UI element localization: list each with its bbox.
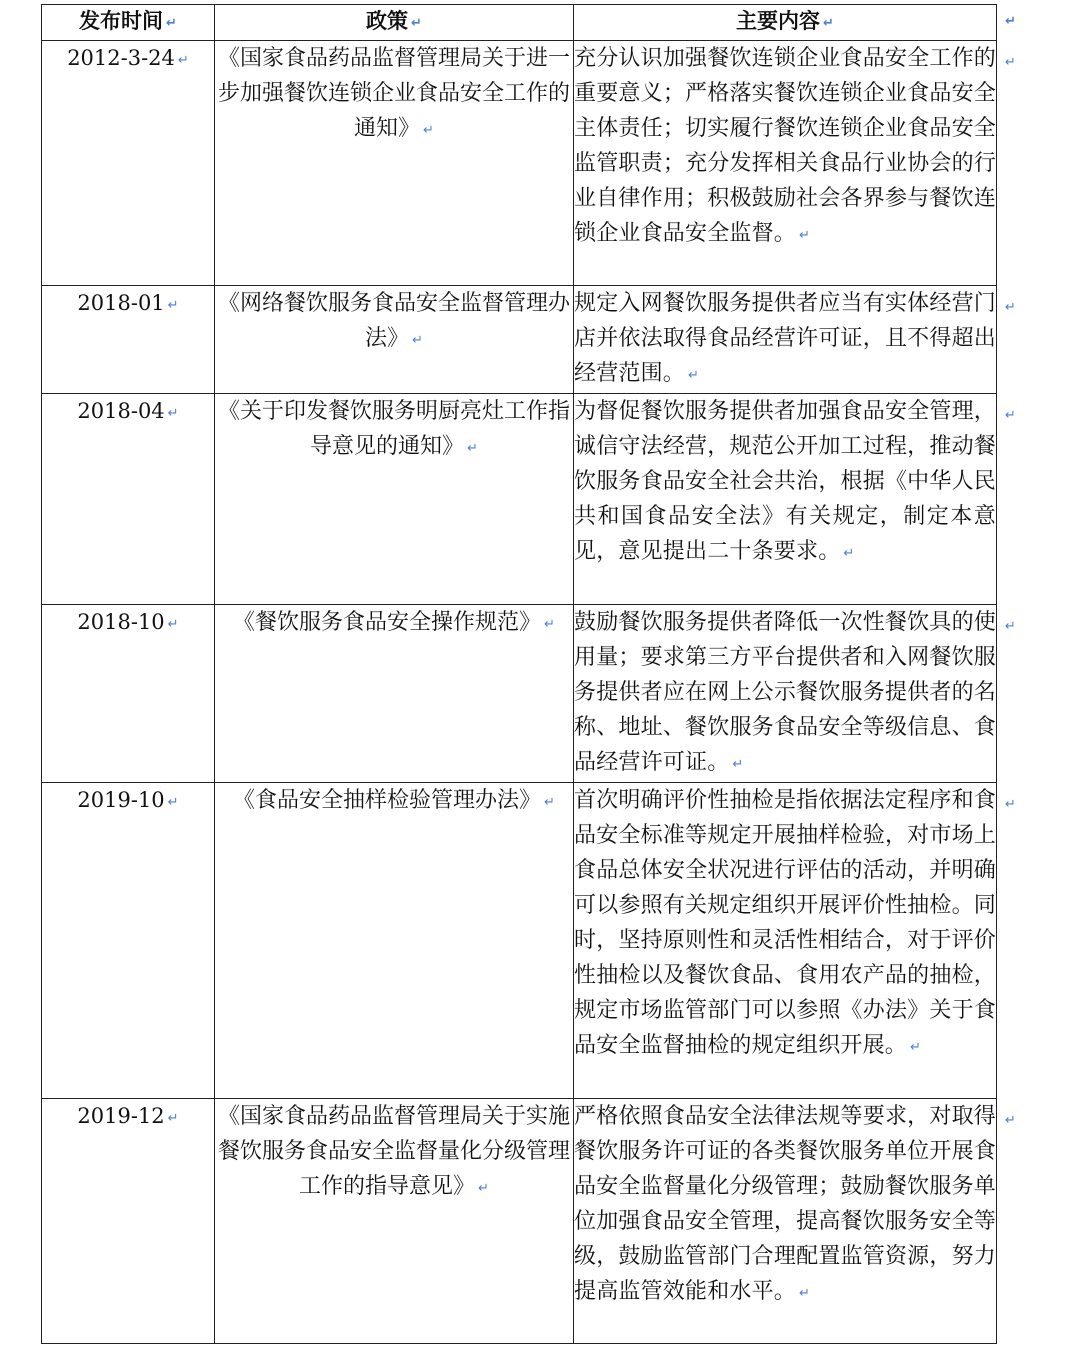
table-row	[42, 394, 997, 605]
paragraph-mark-icon: ↵	[166, 16, 177, 31]
policy-cell	[215, 394, 574, 605]
content-cell	[574, 605, 1016, 783]
paragraph-mark-icon: ↵	[167, 406, 179, 421]
header-date	[42, 5, 215, 41]
header-date-label: 发布时间	[79, 9, 164, 33]
content-text: 规定入网餐饮服务提供者应当有实体经营门店并依法取得食品经营许可证，且不得超出经营范围。	[574, 291, 996, 386]
policy-text: 《食品安全抽样检验管理办法》	[233, 788, 542, 813]
date-cell	[42, 1099, 215, 1344]
content-cell	[574, 783, 1016, 1099]
paragraph-mark-icon: ↵	[799, 1286, 811, 1301]
table-row	[42, 286, 997, 394]
paragraph-mark-icon: ↵	[544, 617, 555, 632]
paragraph-mark-icon: ↵	[411, 16, 422, 31]
paragraph-mark-icon: ↵	[167, 1111, 179, 1126]
policy-cell	[215, 41, 574, 286]
paragraph-mark-icon: ↵	[478, 1181, 489, 1196]
date-cell	[42, 394, 215, 605]
row-end-mark-icon: ↵	[1004, 55, 1016, 70]
policy-table	[41, 4, 1016, 1344]
date-cell	[42, 783, 215, 1099]
paragraph-mark-icon: ↵	[167, 795, 179, 810]
date-cell	[42, 286, 215, 394]
content-text: 为督促餐饮服务提供者加强食品安全管理，诚信守法经营，规范公开加工过程，推动餐饮服务食品安全社会共治，根据《中华人民共和国食品安全法》有关规定，制定本意见，意见提出二十条要求。	[574, 399, 996, 564]
date-text: 2018-01	[77, 291, 165, 315]
paragraph-mark-icon: ↵	[412, 333, 423, 348]
policy-cell	[215, 783, 574, 1099]
policy-text: 《国家食品药品监督管理局关于实施餐饮服务食品安全监督量化分级管理工作的指导意见》	[217, 1104, 570, 1199]
date-text: 2019-12	[77, 1104, 165, 1128]
paragraph-mark-icon: ↵	[843, 546, 855, 561]
paragraph-mark-icon: ↵	[732, 757, 744, 772]
table-row	[42, 783, 997, 1099]
date-cell	[42, 41, 215, 286]
date-text: 2012-3-24	[67, 46, 175, 70]
table-row	[42, 41, 997, 286]
policy-cell	[215, 286, 574, 394]
table-row	[42, 605, 997, 783]
policy-text: 《国家食品药品监督管理局关于进一步加强餐饮连锁企业食品安全工作的通知》	[217, 46, 570, 141]
content-text: 首次明确评价性抽检是指依据法定程序和食品安全标准等规定开展抽样检验，对市场上食品总体安全状况进行评估的活动，并明确可以参照有关规定组织开展评价性抽检。同时，坚持原则性和灵活性相结合，对于评价性抽检以及餐饮食品、食用农产品的抽检，规定市场监管部门可以参照《办法》关于食品安全监督抽检的规定组织开展。	[574, 788, 996, 1058]
paragraph-mark-icon: ↵	[177, 53, 189, 68]
paragraph-mark-icon: ↵	[823, 16, 834, 31]
date-text: 2018-10	[77, 610, 165, 634]
header-content-label: 主要内容	[736, 9, 821, 33]
header-policy	[215, 5, 574, 41]
paragraph-mark-icon: ↵	[688, 368, 700, 383]
row-end-mark-icon: ↵	[1004, 408, 1016, 423]
content-text: 严格依照食品安全法律法规等要求，对取得餐饮服务许可证的各类餐饮服务单位开展食品安全监督量化分级管理；鼓励餐饮服务单位加强食品安全管理，提高餐饮服务安全等级，鼓励监管部门合理配置监管资源，努力提高监管效能和水平。	[574, 1104, 996, 1304]
header-row	[42, 5, 997, 41]
paragraph-mark-icon: ↵	[544, 795, 555, 810]
date-text: 2019-10	[77, 788, 165, 812]
paragraph-mark-icon: ↵	[799, 228, 811, 243]
row-end-mark-icon: ↵	[1004, 1113, 1016, 1128]
content-text: 充分认识加强餐饮连锁企业食品安全工作的重要意义；严格落实餐饮连锁企业食品安全主体责任；切实履行餐饮连锁企业食品安全监管职责；充分发挥相关食品行业协会的行业自律作用；积极鼓励社会各界参与餐饮连锁企业食品安全监督。	[574, 46, 996, 246]
paragraph-mark-icon: ↵	[467, 441, 478, 456]
policy-text: 《网络餐饮服务食品安全监督管理办法》	[217, 291, 570, 351]
header-content	[574, 5, 1016, 41]
row-end-mark-icon: ↵	[1005, 14, 1016, 29]
content-cell	[574, 394, 1016, 605]
row-end-mark-icon: ↵	[1004, 619, 1016, 634]
content-text: 鼓励餐饮服务提供者降低一次性餐饮具的使用量；要求第三方平台提供者和入网餐饮服务提供者应在网上公示餐饮服务提供者的名称、地址、餐饮服务食品安全等级信息、食品经营许可证。	[574, 610, 996, 775]
policy-text: 《关于印发餐饮服务明厨亮灶工作指导意见的通知》	[217, 399, 570, 459]
row-end-mark-icon: ↵	[1004, 300, 1016, 315]
paragraph-mark-icon: ↵	[167, 298, 179, 313]
paragraph-mark-icon: ↵	[423, 123, 434, 138]
header-policy-label: 政策	[366, 9, 409, 33]
date-text: 2018-04	[77, 399, 165, 423]
content-cell	[574, 41, 1016, 286]
content-cell	[574, 286, 1016, 394]
paragraph-mark-icon: ↵	[910, 1040, 922, 1055]
row-end-mark-icon: ↵	[1004, 797, 1016, 812]
policy-text: 《餐饮服务食品安全操作规范》	[233, 610, 542, 635]
table-row	[42, 1099, 997, 1344]
content-cell	[574, 1099, 1016, 1344]
date-cell	[42, 605, 215, 783]
paragraph-mark-icon: ↵	[167, 617, 179, 632]
policy-cell	[215, 605, 574, 783]
policy-cell	[215, 1099, 574, 1344]
